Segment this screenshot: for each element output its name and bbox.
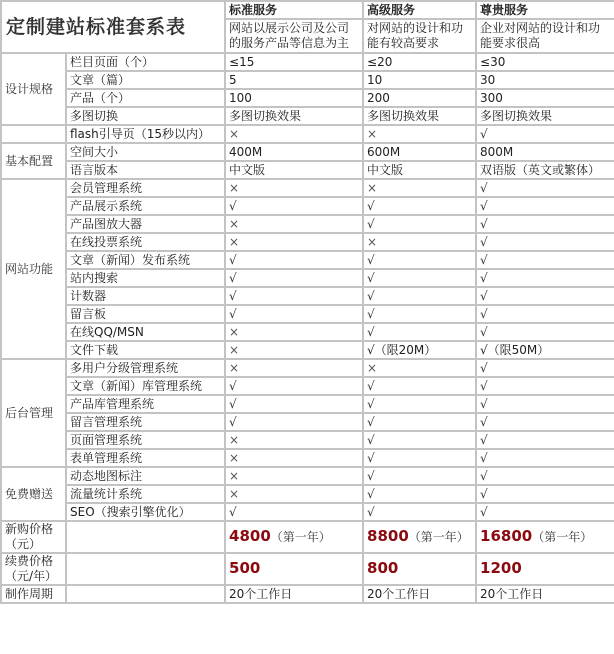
table-row bbox=[1, 287, 614, 305]
page-title: 定制建站标准套系表 bbox=[1, 1, 225, 53]
category-cell bbox=[1, 125, 66, 143]
check-icon: √ bbox=[476, 215, 614, 233]
check-icon: √ bbox=[476, 251, 614, 269]
check-icon: √ bbox=[476, 125, 614, 143]
new-purchase-price-row bbox=[1, 521, 614, 553]
feature-value: 300 bbox=[476, 89, 614, 107]
feature-value: 800M bbox=[476, 143, 614, 161]
price-amount: 8800 bbox=[367, 527, 409, 545]
check-icon: √ bbox=[476, 323, 614, 341]
table-row bbox=[1, 233, 614, 251]
check-icon: √ bbox=[476, 269, 614, 287]
feature-value: 600M bbox=[363, 143, 476, 161]
check-icon: √ bbox=[363, 287, 476, 305]
feature-value: 10 bbox=[363, 71, 476, 89]
feature-value: 30 bbox=[476, 71, 614, 89]
price-note: （第一年） bbox=[532, 530, 593, 544]
check-icon: √ bbox=[363, 323, 476, 341]
check-icon: √ bbox=[476, 377, 614, 395]
table-row bbox=[1, 305, 614, 323]
cross-icon: × bbox=[363, 359, 476, 377]
feature-name: 多用户分级管理系统 bbox=[66, 359, 225, 377]
check-icon: √ bbox=[363, 305, 476, 323]
check-icon: √ bbox=[363, 431, 476, 449]
cross-icon: × bbox=[225, 341, 363, 359]
production-cycle-label: 制作周期 bbox=[1, 585, 66, 603]
price-cell bbox=[476, 553, 614, 585]
cross-icon: × bbox=[225, 323, 363, 341]
tier-desc-premium: 企业对网站的设计和功能要求很高 bbox=[476, 19, 614, 53]
price-amount: 1200 bbox=[480, 559, 522, 577]
tier-name-premium: 尊贵服务 bbox=[476, 1, 614, 19]
category-cell: 免费赠送 bbox=[1, 467, 66, 521]
check-icon: √ bbox=[363, 377, 476, 395]
check-icon: √ bbox=[476, 431, 614, 449]
check-icon: √ bbox=[225, 197, 363, 215]
feature-name: 文件下载 bbox=[66, 341, 225, 359]
feature-name: 流量统计系统 bbox=[66, 485, 225, 503]
feature-name: SEO（搜索引擎优化） bbox=[66, 503, 225, 521]
feature-name: 文章（新闻）库管理系统 bbox=[66, 377, 225, 395]
production-cycle-value: 20个工作日 bbox=[363, 585, 476, 603]
cross-icon: × bbox=[225, 125, 363, 143]
feature-name: 产品图放大器 bbox=[66, 215, 225, 233]
check-icon: √ bbox=[363, 269, 476, 287]
category-cell: 网站功能 bbox=[1, 179, 66, 359]
cross-icon: × bbox=[225, 233, 363, 251]
feature-value: ≤20 bbox=[363, 53, 476, 71]
table-row bbox=[1, 161, 614, 179]
price-amount: 800 bbox=[367, 559, 399, 577]
feature-name: 会员管理系统 bbox=[66, 179, 225, 197]
cross-icon: × bbox=[363, 233, 476, 251]
table-row bbox=[1, 89, 614, 107]
feature-name: 动态地图标注 bbox=[66, 467, 225, 485]
price-amount: 16800 bbox=[480, 527, 533, 545]
check-icon: √ bbox=[225, 269, 363, 287]
feature-name: flash引导页（15秒以内） bbox=[66, 125, 225, 143]
price-amount: 4800 bbox=[229, 527, 271, 545]
feature-name: 计数器 bbox=[66, 287, 225, 305]
table-row bbox=[1, 449, 614, 467]
tier-name-advanced: 高级服务 bbox=[363, 1, 476, 19]
production-cycle-value: 20个工作日 bbox=[476, 585, 614, 603]
cross-icon: × bbox=[225, 359, 363, 377]
table-row bbox=[1, 53, 614, 71]
feature-name: 多图切换 bbox=[66, 107, 225, 125]
check-icon: √ bbox=[363, 485, 476, 503]
feature-value: 5 bbox=[225, 71, 363, 89]
feature-name: 留言管理系统 bbox=[66, 413, 225, 431]
tier-name-standard: 标准服务 bbox=[225, 1, 363, 19]
check-icon: √ bbox=[476, 467, 614, 485]
feature-value: 400M bbox=[225, 143, 363, 161]
check-icon: √ bbox=[363, 251, 476, 269]
check-icon: √ bbox=[476, 359, 614, 377]
table-row bbox=[1, 269, 614, 287]
check-icon: √ bbox=[363, 503, 476, 521]
table-row bbox=[1, 395, 614, 413]
check-icon: √ bbox=[225, 287, 363, 305]
tier-desc-standard: 网站以展示公司及公司的服务产品等信息为主 bbox=[225, 19, 363, 53]
category-cell: 基本配置 bbox=[1, 143, 66, 179]
check-icon: √ bbox=[225, 377, 363, 395]
feature-name: 在线投票系统 bbox=[66, 233, 225, 251]
cross-icon: × bbox=[225, 179, 363, 197]
feature-name: 产品（个） bbox=[66, 89, 225, 107]
price-cell bbox=[225, 553, 363, 585]
feature-name: 站内搜索 bbox=[66, 269, 225, 287]
feature-value: 多图切换效果 bbox=[476, 107, 614, 125]
feature-value: ≤15 bbox=[225, 53, 363, 71]
table-row bbox=[1, 107, 614, 125]
feature-name: 产品库管理系统 bbox=[66, 395, 225, 413]
check-icon: √ bbox=[476, 305, 614, 323]
price-amount: 500 bbox=[229, 559, 261, 577]
price-cell bbox=[363, 521, 476, 553]
feature-name: 产品展示系统 bbox=[66, 197, 225, 215]
cross-icon: × bbox=[225, 215, 363, 233]
feature-name: 页面管理系统 bbox=[66, 431, 225, 449]
feature-value: 多图切换效果 bbox=[363, 107, 476, 125]
table-row bbox=[1, 323, 614, 341]
check-icon: √ bbox=[363, 413, 476, 431]
check-icon: √ bbox=[363, 449, 476, 467]
table-row bbox=[1, 341, 614, 359]
table-row bbox=[1, 485, 614, 503]
feature-name: 栏目页面（个） bbox=[66, 53, 225, 71]
check-icon: √ bbox=[363, 395, 476, 413]
check-icon: √ bbox=[476, 413, 614, 431]
price-label: 新购价格（元） bbox=[1, 521, 66, 553]
table-row bbox=[1, 359, 614, 377]
cross-icon: × bbox=[225, 485, 363, 503]
cross-icon: × bbox=[225, 467, 363, 485]
feature-name: 留言板 bbox=[66, 305, 225, 323]
empty-cell bbox=[66, 521, 225, 553]
cross-icon: × bbox=[225, 431, 363, 449]
header-row-names bbox=[1, 1, 614, 19]
feature-value: √（限50M） bbox=[476, 341, 614, 359]
category-cell: 后台管理 bbox=[1, 359, 66, 467]
check-icon: √ bbox=[476, 197, 614, 215]
table-row bbox=[1, 431, 614, 449]
table-row bbox=[1, 413, 614, 431]
empty-cell bbox=[66, 585, 225, 603]
table-row bbox=[1, 215, 614, 233]
feature-name: 在线QQ/MSN bbox=[66, 323, 225, 341]
feature-name: 表单管理系统 bbox=[66, 449, 225, 467]
category-cell: 设计规格 bbox=[1, 53, 66, 125]
check-icon: √ bbox=[476, 179, 614, 197]
check-icon: √ bbox=[476, 449, 614, 467]
table-row bbox=[1, 143, 614, 161]
check-icon: √ bbox=[476, 485, 614, 503]
empty-cell bbox=[66, 553, 225, 585]
feature-name: 文章（新闻）发布系统 bbox=[66, 251, 225, 269]
table-row bbox=[1, 503, 614, 521]
feature-name: 文章（篇） bbox=[66, 71, 225, 89]
table-row bbox=[1, 179, 614, 197]
check-icon: √ bbox=[225, 503, 363, 521]
table-row bbox=[1, 197, 614, 215]
feature-value: 中文版 bbox=[363, 161, 476, 179]
check-icon: √ bbox=[476, 395, 614, 413]
check-icon: √ bbox=[363, 197, 476, 215]
production-cycle-value: 20个工作日 bbox=[225, 585, 363, 603]
price-cell bbox=[225, 521, 363, 553]
cross-icon: × bbox=[363, 179, 476, 197]
price-note: （第一年） bbox=[270, 530, 331, 544]
cross-icon: × bbox=[225, 449, 363, 467]
feature-name: 语言版本 bbox=[66, 161, 225, 179]
table-row bbox=[1, 467, 614, 485]
price-label: 续费价格（元/年） bbox=[1, 553, 66, 585]
check-icon: √ bbox=[363, 467, 476, 485]
check-icon: √ bbox=[476, 503, 614, 521]
price-cell bbox=[476, 521, 614, 553]
check-icon: √ bbox=[363, 215, 476, 233]
price-note: （第一年） bbox=[408, 530, 469, 544]
check-icon: √ bbox=[476, 233, 614, 251]
cross-icon: × bbox=[363, 125, 476, 143]
check-icon: √ bbox=[225, 413, 363, 431]
production-cycle-row bbox=[1, 585, 614, 603]
table-row bbox=[1, 251, 614, 269]
check-icon: √ bbox=[225, 251, 363, 269]
table-row bbox=[1, 71, 614, 89]
feature-value: √（限20M） bbox=[363, 341, 476, 359]
check-icon: √ bbox=[225, 305, 363, 323]
feature-value: ≤30 bbox=[476, 53, 614, 71]
price-cell bbox=[363, 553, 476, 585]
feature-value: 中文版 bbox=[225, 161, 363, 179]
feature-value: 100 bbox=[225, 89, 363, 107]
feature-name: 空间大小 bbox=[66, 143, 225, 161]
table-row bbox=[1, 125, 614, 143]
check-icon: √ bbox=[225, 395, 363, 413]
check-icon: √ bbox=[476, 287, 614, 305]
tier-desc-advanced: 对网站的设计和功能有较高要求 bbox=[363, 19, 476, 53]
feature-value: 200 bbox=[363, 89, 476, 107]
feature-value: 双语版（英文或繁体） bbox=[476, 161, 614, 179]
table-row bbox=[1, 377, 614, 395]
feature-value: 多图切换效果 bbox=[225, 107, 363, 125]
renewal-price-row bbox=[1, 553, 614, 585]
